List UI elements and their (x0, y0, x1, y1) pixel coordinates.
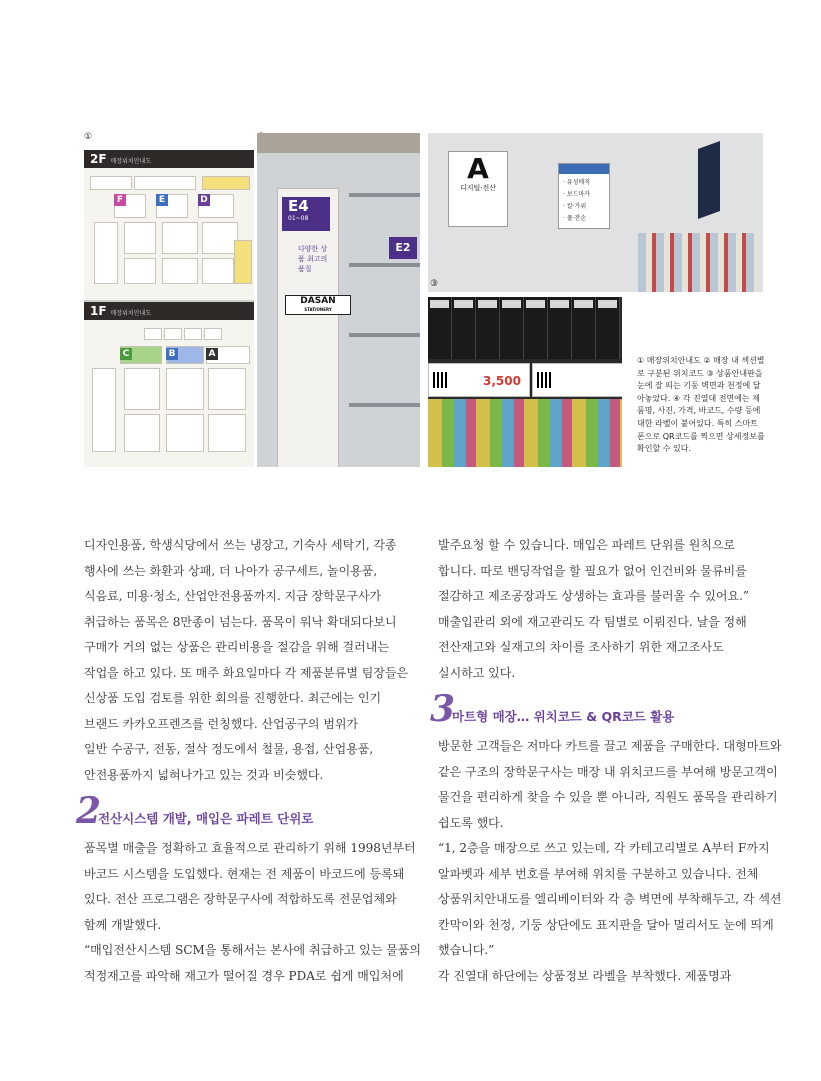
text-line: 상품위치안내도를 엘리베이터와 각 층 벽면에 부착해두고, 각 섹션 (438, 892, 782, 906)
text-line: 합니다. 따로 밴딩작업을 할 필요가 없어 인건비와 물류비를 (438, 563, 747, 578)
map-cell (124, 258, 156, 284)
qr-code-icon (537, 372, 553, 388)
location-code-sign: E4 01~08 (282, 197, 330, 231)
text-line: 구매가 거의 없는 상품은 관리비용을 절감을 위해 걸러내는 (84, 640, 389, 654)
text-line: 절감하고 제조공장과도 상생하는 효과를 불러올 수 있어요.” (438, 589, 750, 603)
product-display (428, 399, 622, 467)
floor-2-map (84, 150, 254, 302)
map-cell (208, 414, 246, 452)
text-line: 디자인용품, 학생식당에서 쓰는 냉장고, 기숙사 세탁기, 각종 (84, 538, 397, 552)
floor-title: 2F (90, 152, 107, 166)
text-line: 안전용품까지 넓혀나가고 있는 것과 비슷했다. (84, 767, 324, 782)
shelf-label (428, 363, 530, 397)
text-line: 방문한 고객들은 저마다 카트를 끌고 제품을 구매한다. 대형마트와 (438, 739, 782, 753)
article-column-right (430, 533, 782, 989)
section-heading (430, 688, 768, 734)
shelf-label (532, 363, 622, 397)
brand-sign: DASAN STATIONERY (285, 295, 351, 315)
map-cell (94, 222, 118, 284)
map-cell (162, 222, 198, 254)
text-line: “1, 2층을 매장으로 쓰고 있는데, 각 카테고리별로 A부터 F까지 (438, 841, 770, 855)
text-line: 쉽도록 했다. (438, 815, 504, 830)
text-line: 브랜드 카카오프렌즈를 런칭했다. 산업공구의 범위가 (84, 716, 359, 731)
floor-subtitle: 매장위치안내도 (110, 158, 152, 165)
map-cell (166, 414, 204, 452)
text-line: 함께 개발했다. (84, 917, 162, 932)
zone-tag: B (166, 348, 178, 360)
map-cell (164, 328, 182, 340)
floor-1-map (84, 302, 254, 467)
map-cell (184, 328, 202, 340)
text-line: 행사에 쓰는 화환과 상패, 더 나아가 공구세트, 놀이용품, (84, 563, 378, 578)
section-title: 전산시스템 개발, 매입은 파레트 단위로 (98, 811, 314, 826)
text-line: 매출입관리 외에 재고관리도 각 팀별로 이뤄진다. 날을 정해 (438, 614, 747, 629)
photo-shelf-labels (428, 297, 622, 467)
photo-ceiling-signs (428, 133, 763, 292)
text-line: 물건을 편리하게 찾을 수 있을 뿐 아니라, 직원도 품목을 관리하기 (438, 790, 778, 804)
qr-code-icon (433, 372, 449, 388)
shelf-stock (638, 233, 758, 292)
map-cell (202, 258, 234, 284)
map-cell (124, 414, 160, 452)
map-cell (124, 222, 156, 254)
section-number: 3 (430, 688, 456, 730)
map-cell (134, 176, 196, 190)
photo-pillar-sign (257, 133, 420, 467)
zone-tag: F (114, 194, 126, 206)
section-title: 마트형 매장… 위치코드 & QR코드 활용 (452, 709, 675, 724)
pillar-slogan: 다양한 상품 최고의 품질 (298, 245, 328, 273)
price: 3,500 (483, 374, 521, 388)
category-sign: A 디지털·전산 (448, 151, 508, 227)
text-line: 전산재고와 실재고의 차이를 조사하기 위한 재고조사도 (438, 640, 724, 654)
text-line: 바코드 시스템을 도입했다. 현재는 전 제품이 바코드에 등록돼 (84, 866, 405, 881)
text-line: 품목별 매출을 정확하고 효율적으로 관리하기 위해 1998년부터 (84, 841, 416, 855)
map-cell (204, 328, 222, 340)
text-line: 각 진열대 하단에는 상품정보 라벨을 부착했다. 제품명과 (438, 968, 732, 983)
text-line: 같은 구조의 장학문구사는 매장 내 위치코드를 부여해 방문고객이 (438, 764, 778, 779)
product-guide-sign: · 유성매직 · 보드마카 · 칼·가위 · 풀·잔손 (558, 163, 610, 229)
floor-title: 1F (90, 304, 107, 318)
map-cell (208, 368, 246, 410)
text-line: 알파벳과 세부 번호를 부여해 위치를 구분하고 있습니다. 전체 (438, 866, 759, 881)
text-line: 있다. 전산 프로그램은 장학문구사에 적합하도록 전문업체와 (84, 892, 397, 906)
map-cell (202, 222, 238, 254)
zone-tag: E (156, 194, 168, 206)
section-number: 2 (76, 790, 102, 832)
side-code-sign: E2 (389, 237, 417, 259)
photo-number: ① (84, 132, 93, 142)
zone-tag: A (206, 348, 218, 360)
map-cell (162, 258, 198, 284)
photo-row (0, 0, 821, 480)
photo-number: ③ (430, 279, 439, 289)
map-cell (166, 368, 204, 410)
map-cell (234, 240, 252, 284)
map-cell (202, 176, 250, 190)
map-cell (92, 368, 116, 452)
text-line: 적정재고를 파악해 재고가 떨어질 경우 PDA로 쉽게 매입처에 (84, 968, 404, 983)
text-line: 취급하는 품목은 8만종이 넘는다. 품목이 워낙 확대되다보니 (84, 614, 397, 629)
article-column-left (76, 533, 424, 989)
text-line: 했습니다.” (438, 943, 495, 957)
zone-tag: C (120, 348, 132, 360)
text-line: “매입전산시스템 SCM을 통해서는 본사에 취급하고 있는 물품의 (84, 943, 421, 957)
map-cell (124, 368, 160, 410)
zone-tag: D (198, 194, 210, 206)
photo-caption: ① 매장위치안내도 ② 매장 내 섹션별로 구분된 위치코드 ③ 상품안내판을 눈에 잘 띄는 기둥 벽면과 천정에 달아놓았다. ④ 각 진열대 전면에는 제품명, 사진, 가격, 바코드, 수량 등에 대한 라벨이 붙어있다. 특히 스마트폰으로 QR코드를 찍으면 상세정보를 확인할 수 있다. (637, 356, 765, 454)
text-line: 식음료, 미용·청소, 산업안전용품까지. 지금 장학문구사가 (84, 589, 382, 603)
text-line: 실시하고 있다. (438, 665, 516, 680)
text-line: 발주요청 할 수 있습니다. 매입은 파레트 단위를 원칙으로 (438, 538, 736, 552)
text-line: 일반 수공구, 전동, 절삭 정도에서 철물, 용접, 산업용품, (84, 742, 374, 756)
photo-store-map (84, 150, 254, 467)
pillar (277, 188, 339, 467)
map-cell (144, 328, 162, 340)
text-line: 작업을 하고 있다. 또 매주 화요일마다 각 제품분류별 팀장들은 (84, 665, 409, 680)
hanging-sign (698, 141, 720, 219)
section-heading (76, 790, 424, 836)
text-line: 칸막이와 천정, 기둥 상단에도 표지판을 달아 멀리서도 눈에 띄게 (438, 917, 774, 932)
text-line: 신상품 도입 검토를 위한 회의를 진행한다. 최근에는 인기 (84, 691, 382, 705)
floor-subtitle: 매장위치안내도 (110, 310, 152, 317)
map-cell (90, 176, 132, 190)
